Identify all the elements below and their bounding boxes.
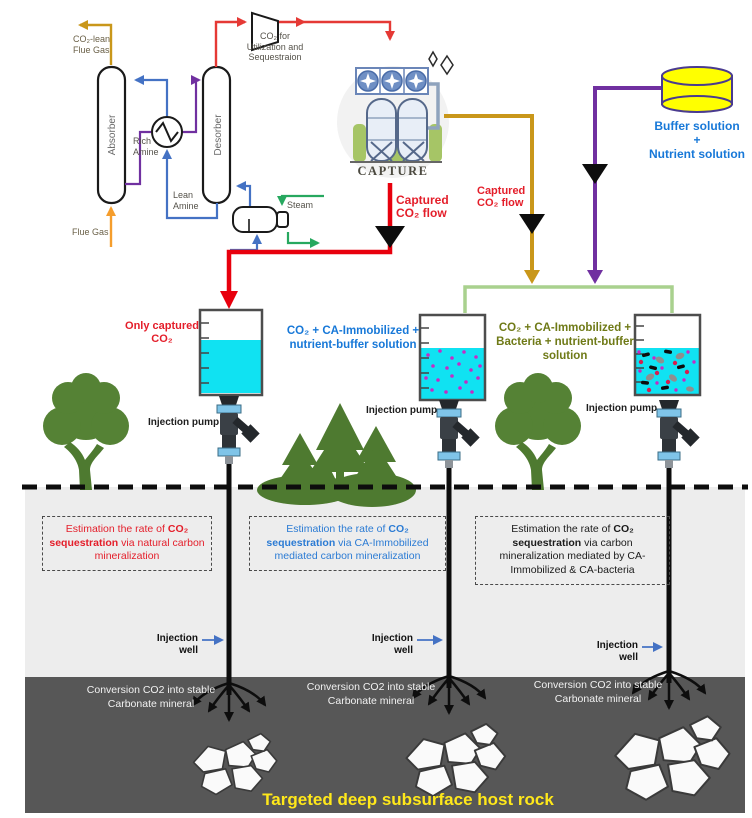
- captured-co2-flow-label-1: Captured CO₂ flow: [396, 193, 449, 221]
- absorber-column: [98, 67, 125, 203]
- box3-pre: Estimation the rate of: [511, 523, 614, 535]
- captured-co2-flow-label-2: Captured CO₂ flow: [477, 185, 526, 210]
- co2-lean-line2: Flue Gas: [73, 44, 110, 55]
- tank-2: [420, 315, 485, 400]
- injection-pump-label-3: Injection pump: [586, 403, 658, 414]
- desorber-column: [203, 67, 230, 203]
- co2-lean-line1: CO₂-lean: [73, 34, 111, 44]
- box3-bold: CO₂ sequestration: [512, 523, 634, 549]
- injection-well-label-3: Injection well: [596, 640, 638, 663]
- estimation-box-1: [42, 516, 212, 571]
- lean-amine-line1: Lean: [173, 190, 194, 200]
- compressor-line3: Sequestraion: [248, 52, 302, 63]
- green-manifold-line: [465, 287, 672, 313]
- steam-label: Steam: [287, 200, 314, 210]
- injection-pump-2: [437, 400, 480, 468]
- injection-pump-3: [657, 400, 700, 468]
- box2-pre: Estimation the rate of: [286, 523, 389, 535]
- tank-3: [635, 315, 700, 395]
- box3-post: via carbon mineralization mediated by CA-Immobilized & CA-bacteria: [499, 536, 646, 576]
- rich-amine-label: [133, 136, 165, 157]
- tree-deciduous-left: [43, 373, 129, 490]
- tank-1: [200, 310, 262, 395]
- box1-post: via natural carbon mineralization: [94, 536, 205, 563]
- tree-pines-middle: [257, 403, 416, 507]
- box2-bold: CO₂ sequestration: [266, 523, 409, 549]
- lean-amine-line2: Amine: [173, 200, 199, 211]
- capture-title: CAPTURE: [357, 164, 429, 178]
- tank1-label: Only captured CO₂: [125, 320, 199, 345]
- lean-amine-label: [173, 190, 209, 211]
- rich-amine-line2: Amine: [133, 146, 159, 157]
- box1-pre: Estimation the rate of: [65, 523, 168, 535]
- buffer-line3: Nutrient solution: [649, 147, 745, 162]
- buffer-solution-label: [642, 119, 752, 161]
- conversion-label-3: Conversion CO2 into stable Carbonate mineral: [533, 679, 663, 706]
- compressor-line1: CO₂ for: [260, 31, 290, 41]
- injection-pump-label-2: Injection pump: [366, 405, 438, 416]
- injection-pump-1: [217, 396, 260, 464]
- conversion-label-1: Conversion CO2 into stable Carbonate mineral: [86, 684, 216, 711]
- tank3-label: CO₂ + CA-Immobilized + Bacteria + nutrient-buffer solution: [496, 322, 634, 362]
- sparkle-icon: [429, 52, 453, 74]
- rich-amine-line1: Rich: [133, 136, 152, 146]
- compressor-label: [230, 31, 320, 63]
- buffer-tank: [662, 67, 732, 112]
- buffer-line1: Buffer solution: [654, 119, 740, 133]
- box1-bold: CO₂ sequestration: [49, 523, 189, 549]
- injection-pump-label-1: Injection pump: [148, 417, 220, 428]
- desorber-label: Desorber: [213, 114, 224, 156]
- injection-well-label-2: Injection well: [371, 633, 413, 656]
- tree-deciduous-right: [495, 373, 581, 490]
- compressor-line2: Utilization and: [246, 41, 304, 52]
- buffer-solution-flow-line: [582, 88, 661, 284]
- buffer-line2: +: [693, 133, 701, 148]
- absorber-label: Absorber: [107, 114, 118, 156]
- conversion-label-2: Conversion CO2 into stable Carbonate mineral: [306, 681, 436, 708]
- estimation-box-2: [249, 516, 446, 571]
- footer-title: Targeted deep subsurface host rock: [262, 790, 554, 809]
- injection-well-label-1: Injection well: [156, 633, 198, 656]
- reboiler: [233, 207, 288, 232]
- flue-gas-label: Flue Gas: [72, 227, 109, 237]
- box2-post: via CA-Immobilized mediated carbon mineralization: [274, 536, 429, 563]
- tank2-label: CO₂ + CA-Immobilized + nutrient-buffer solution: [286, 325, 420, 351]
- capture-unit: [337, 52, 453, 178]
- co2-lean-flue-gas-label: [73, 34, 121, 55]
- estimation-box-3: [475, 516, 670, 585]
